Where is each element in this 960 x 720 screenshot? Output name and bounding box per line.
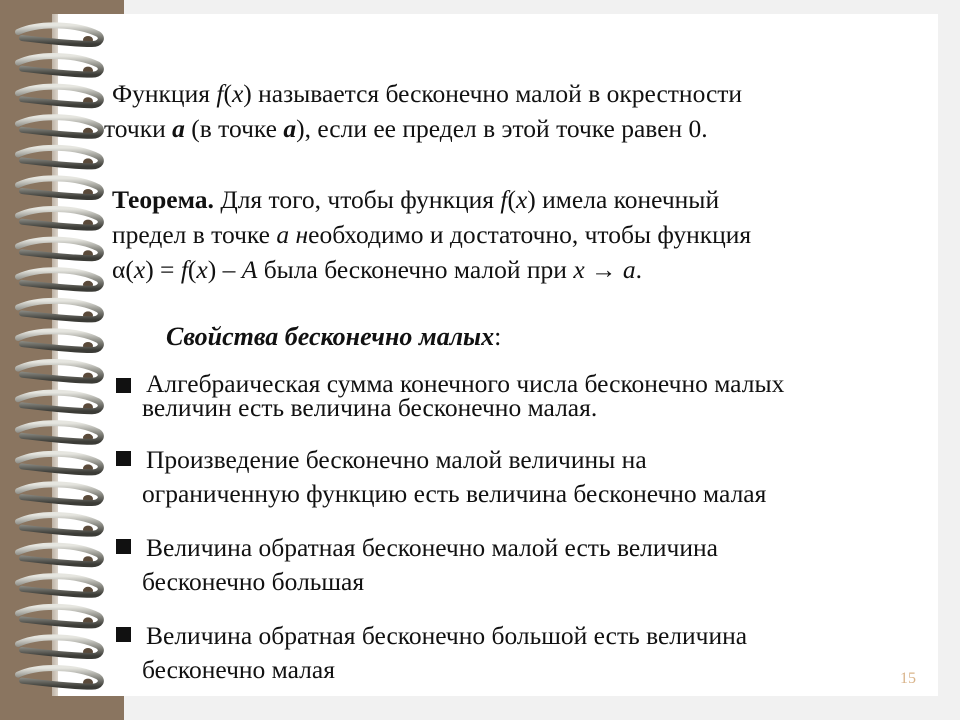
binding-ring xyxy=(18,87,101,106)
text-run: f xyxy=(216,79,224,108)
list-item-line-2: ограниченную функцию есть величина бесконечно малая xyxy=(142,479,767,508)
text-run: ) называется бесконечно малой в окрестности xyxy=(243,79,743,108)
text-run: ) – xyxy=(207,255,242,284)
binding-ring xyxy=(18,423,101,442)
text-run: . xyxy=(635,255,643,284)
binding-ring xyxy=(18,270,101,289)
binding-ring xyxy=(18,240,101,259)
list-item-line-1: Произведение бесконечно малой величины на xyxy=(146,445,647,474)
black-square-icon xyxy=(116,627,131,642)
properties-heading-colon: : xyxy=(494,322,502,351)
binding-ring xyxy=(18,454,101,473)
text-run: Функция xyxy=(112,79,217,108)
binding-ring xyxy=(18,393,101,412)
text-run: ), если ее предел в этой точке равен 0. xyxy=(296,114,708,143)
list-item-line-2: бесконечно большая xyxy=(142,567,365,596)
text-run: ( xyxy=(223,79,232,108)
binding-ring xyxy=(18,362,101,381)
list-item-line-1: Величина обратная бесконечно большой есть величина xyxy=(146,621,748,650)
text-run: ) = xyxy=(145,255,181,284)
properties-heading xyxy=(166,322,501,352)
theorem-paragraph xyxy=(112,182,751,287)
binding-ring xyxy=(18,331,101,350)
list-item-line-2: величин есть величина бесконечно малая. xyxy=(142,393,598,422)
text-run: f xyxy=(500,185,508,214)
binding-ring xyxy=(18,178,101,197)
text-run: ) имела конечный xyxy=(527,185,720,214)
binding-ring xyxy=(18,56,101,75)
text-run: a xyxy=(283,114,297,143)
text-run: → xyxy=(584,255,623,284)
binding-ring xyxy=(18,117,101,136)
binding-ring xyxy=(18,668,101,687)
page-number: 15 xyxy=(900,670,916,687)
binding-ring xyxy=(18,546,101,565)
binding-ring xyxy=(18,301,101,320)
theorem-line-1 xyxy=(112,182,751,217)
list-item-line-1: Алгебраическая сумма конечного числа бесконечно малых xyxy=(146,369,785,398)
text-run: a н xyxy=(276,220,309,249)
text-run: f xyxy=(180,255,188,284)
text-run: Для того, чтобы функция xyxy=(213,185,501,214)
text-run: x xyxy=(133,255,146,284)
text-run: x xyxy=(231,79,244,108)
theorem-label: Теорема. xyxy=(112,185,214,214)
theorem-line-3 xyxy=(112,252,751,287)
black-square-icon xyxy=(116,451,131,466)
text-run: a xyxy=(172,114,185,143)
text-run: α( xyxy=(112,255,134,284)
black-square-icon xyxy=(116,539,131,554)
spiral-binding-icon xyxy=(0,0,124,720)
text-run: ( xyxy=(187,255,197,284)
text-run: A xyxy=(241,255,258,284)
theorem-line-2 xyxy=(112,217,751,252)
definition-paragraph xyxy=(104,76,743,146)
binding-ring xyxy=(18,576,101,595)
text-run: предел в точке xyxy=(112,220,277,249)
text-run: ( xyxy=(507,185,516,214)
binding-ring xyxy=(18,25,101,44)
text-run: x xyxy=(515,185,528,214)
binding-ring xyxy=(18,607,101,626)
binding-ring xyxy=(18,209,101,228)
text-run: была бесконечно малой при xyxy=(257,255,574,284)
text-run: (в точке xyxy=(184,114,284,143)
text-run: a xyxy=(622,255,636,284)
binding-ring xyxy=(18,515,101,534)
text-run: еобходимо и достаточно, чтобы функция xyxy=(308,220,752,249)
text-run: x xyxy=(573,255,585,284)
definition-line-2 xyxy=(104,111,742,146)
list-item-line-2: бесконечно малая xyxy=(142,655,335,684)
properties-heading-text: Свойства бесконечно малых xyxy=(166,322,495,351)
text-run: точки xyxy=(104,114,173,143)
black-square-icon xyxy=(116,378,131,393)
binding-ring xyxy=(18,637,101,656)
definition-line-1 xyxy=(112,76,742,111)
binding-ring xyxy=(18,484,101,503)
text-run: x xyxy=(196,255,208,284)
binding-ring xyxy=(18,148,101,167)
list-item-line-1: Величина обратная бесконечно малой есть величина xyxy=(146,533,718,562)
